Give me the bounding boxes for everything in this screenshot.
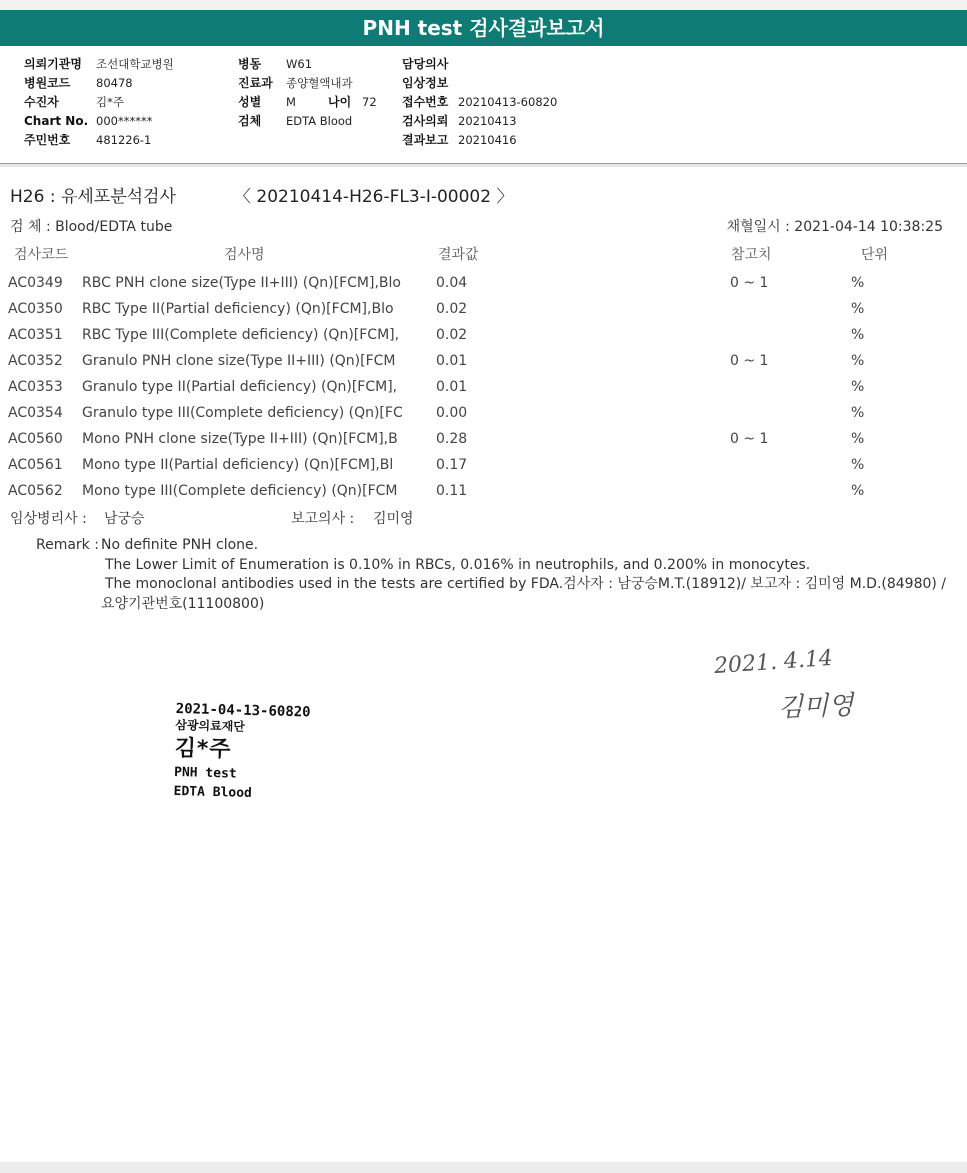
ward-value: W61 — [286, 57, 313, 71]
test-unit: % — [851, 457, 865, 473]
header-col-2 — [238, 55, 377, 131]
remark-label: Remark : — [36, 537, 99, 553]
specimen-label-stamp — [173, 700, 310, 804]
header-col-1 — [24, 55, 174, 150]
id-no-value: 481226-1 — [96, 133, 152, 147]
table-row — [0, 296, 967, 322]
stamp-specimen: EDTA Blood — [173, 783, 253, 802]
stamp-lab-name: 삼광의료재단 — [175, 717, 246, 734]
specimen-label: 검체 — [238, 114, 262, 128]
specimen-value: EDTA Blood — [286, 114, 353, 128]
test-result: 0.11 — [436, 483, 468, 499]
receipt-no-value: 20210413-60820 — [458, 95, 558, 109]
test-name: Mono PNH clone size(Type II+III) (Qn)[FCM],B — [82, 431, 398, 447]
handwritten-signature: 김미영 — [777, 690, 854, 724]
test-result: 0.02 — [436, 301, 468, 317]
test-unit: % — [851, 405, 865, 421]
chart-no-value: 000****** — [96, 114, 153, 128]
report-date-value: 20210416 — [458, 133, 517, 147]
table-row — [0, 270, 967, 296]
test-code: AC0353 — [8, 379, 63, 395]
test-result: 0.01 — [436, 353, 468, 369]
test-name: Granulo type II(Partial deficiency) (Qn)[FCM], — [82, 379, 398, 395]
section-title: H26 : 유세포분석검사 — [10, 187, 176, 207]
test-result: 0.17 — [436, 457, 468, 473]
table-row — [0, 452, 967, 478]
test-result: 0.04 — [436, 275, 468, 291]
test-ref-range: 0 ~ 1 — [730, 431, 769, 447]
doctor-in-charge-label: 담당의사 — [402, 57, 449, 71]
reporting-doctor-name: 김미영 — [373, 511, 414, 527]
table-row — [0, 478, 967, 504]
test-code: AC0352 — [8, 353, 63, 369]
stamp-patient: 김*주 — [174, 735, 231, 763]
test-code: AC0349 — [8, 275, 63, 291]
header-divider — [0, 163, 967, 167]
test-ref-range: 0 ~ 1 — [730, 353, 769, 369]
test-unit: % — [851, 483, 865, 499]
test-code: AC0351 — [8, 327, 63, 343]
th-code: 검사코드 — [14, 247, 69, 263]
id-no-label: 주민번호 — [24, 133, 71, 147]
header-col-3 — [402, 55, 557, 150]
table-row — [0, 374, 967, 400]
test-code: AC0562 — [8, 483, 63, 499]
hospital-code-label: 병원코드 — [24, 76, 71, 90]
handwritten-date: 2021. 4.14 — [713, 645, 834, 680]
test-name: Mono type II(Partial deficiency) (Qn)[FCM],Bl — [82, 457, 394, 473]
table-row — [0, 322, 967, 348]
test-unit: % — [851, 353, 865, 369]
sex-value: M — [286, 95, 296, 109]
sex-label: 성별 — [238, 95, 262, 109]
department-label: 진료과 — [238, 76, 273, 90]
request-date-label: 검사의뢰 — [402, 114, 449, 128]
patient-value: 김*주 — [96, 95, 124, 109]
request-date-value: 20210413 — [458, 114, 517, 128]
hospital-value: 조선대학교병원 — [96, 57, 174, 71]
test-code: AC0561 — [8, 457, 63, 473]
stamp-receipt-no: 2021-04-13-60820 — [175, 700, 311, 721]
test-name: RBC PNH clone size(Type II+III) (Qn)[FCM],Blo — [82, 275, 401, 291]
hospital-label: 의뢰기관명 — [24, 57, 82, 71]
test-result: 0.28 — [436, 431, 468, 447]
report-title: PNH test 검사결과보고서 — [0, 10, 967, 46]
department-value: 종양혈액내과 — [286, 76, 353, 90]
test-name: RBC Type III(Complete deficiency) (Qn)[FCM], — [82, 327, 400, 343]
order-number: 〈 20210414-H26-FL3-I-00002 〉 — [234, 187, 514, 207]
test-ref-range: 0 ~ 1 — [730, 275, 769, 291]
chart-no-label: Chart No. — [24, 114, 89, 128]
bottom-border — [0, 1162, 967, 1173]
th-ref: 참고치 — [731, 247, 772, 263]
specimen-type: 검 체 : Blood/EDTA tube — [10, 219, 173, 235]
hospital-code-value: 80478 — [96, 76, 133, 90]
test-unit: % — [851, 301, 865, 317]
test-name: Granulo PNH clone size(Type II+III) (Qn)[FCM — [82, 353, 396, 369]
stamp-test-name: PNH test — [173, 764, 237, 782]
test-result: 0.02 — [436, 327, 468, 343]
collection-time: 채혈일시 : 2021-04-14 10:38:25 — [726, 219, 943, 235]
age-value: 72 — [362, 95, 377, 109]
clinical-info-label: 임상정보 — [402, 76, 449, 90]
remark-line-1: No definite PNH clone. — [101, 537, 259, 553]
age-label: 나이 — [328, 95, 352, 109]
test-result: 0.00 — [436, 405, 468, 421]
table-row — [0, 400, 967, 426]
ward-label: 병동 — [238, 57, 262, 71]
clinical-pathologist-name: 남궁승 — [104, 511, 145, 527]
test-unit: % — [851, 275, 865, 291]
test-unit: % — [851, 431, 865, 447]
th-result: 결과값 — [438, 247, 479, 263]
remark-line-3: The monoclonal antibodies used in the tests are certified by FDA.검사자 : 남궁승M.T.(18912)/ 보고자 : 김미영 M.D.(84980) / — [105, 576, 947, 592]
reporting-doctor-label: 보고의사 : — [291, 511, 355, 527]
receipt-no-label: 접수번호 — [402, 95, 449, 109]
test-unit: % — [851, 379, 865, 395]
patient-label: 수진자 — [24, 95, 59, 109]
test-name: Granulo type III(Complete deficiency) (Qn)[FC — [82, 405, 403, 421]
clinical-pathologist-label: 임상병리사 : — [10, 511, 87, 527]
remark-line-2: The Lower Limit of Enumeration is 0.10% in RBCs, 0.016% in neutrophils, and 0.200% in monocytes. — [105, 557, 811, 573]
remark-line-4: 요양기관번호(11100800) — [101, 596, 265, 612]
report-date-label: 결과보고 — [402, 133, 449, 147]
th-name: 검사명 — [224, 247, 265, 263]
test-code: AC0354 — [8, 405, 63, 421]
table-row — [0, 348, 967, 374]
th-unit: 단위 — [861, 247, 889, 263]
table-row — [0, 426, 967, 452]
test-result: 0.01 — [436, 379, 468, 395]
test-code: AC0350 — [8, 301, 63, 317]
test-code: AC0560 — [8, 431, 63, 447]
test-name: Mono type III(Complete deficiency) (Qn)[FCM — [82, 483, 398, 499]
test-name: RBC Type II(Partial deficiency) (Qn)[FCM],Blo — [82, 301, 394, 317]
test-unit: % — [851, 327, 865, 343]
